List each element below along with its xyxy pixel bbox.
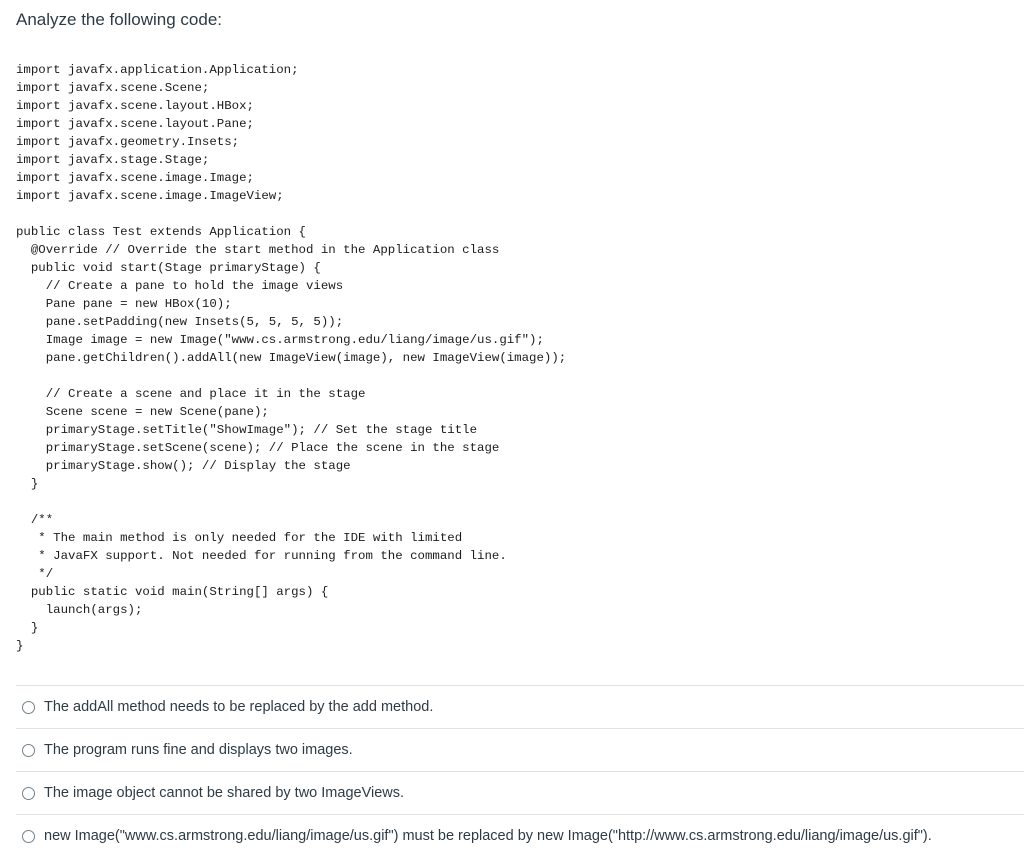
code-line: // Create a pane to hold the image views xyxy=(16,279,344,293)
code-line: pane.getChildren().addAll(new ImageView(image), new ImageView(image)); xyxy=(16,351,567,365)
code-line: import javafx.scene.layout.Pane; xyxy=(16,117,254,131)
answer-option-2[interactable] xyxy=(16,728,1024,771)
code-line: launch(args); xyxy=(16,603,143,617)
code-line: primaryStage.setTitle("ShowImage"); // Set the stage title xyxy=(16,423,478,437)
answer-option-1[interactable] xyxy=(16,685,1024,728)
answer-label: The addAll method needs to be replaced by the add method. xyxy=(44,699,434,715)
answer-list xyxy=(16,685,1024,857)
code-line: import javafx.scene.image.Image; xyxy=(16,171,254,185)
code-line: import javafx.scene.layout.HBox; xyxy=(16,99,254,113)
answer-label: new Image("www.cs.armstrong.edu/liang/image/us.gif") must be replaced by new Image("http://www.cs.armstrong.edu/liang/image/us.gif"). xyxy=(44,828,932,844)
code-line: } xyxy=(16,639,24,653)
code-line xyxy=(16,493,566,511)
code-line: Image image = new Image("www.cs.armstrong.edu/liang/image/us.gif"); xyxy=(16,333,544,347)
code-line: * JavaFX support. Not needed for running from the command line. xyxy=(16,549,507,563)
code-line xyxy=(16,205,566,223)
code-line: * The main method is only needed for the IDE with limited xyxy=(16,531,463,545)
code-line: public class Test extends Application { xyxy=(16,225,306,239)
answer-label: The program runs fine and displays two images. xyxy=(44,742,353,758)
code-line: primaryStage.show(); // Display the stage xyxy=(16,459,351,473)
code-line: /** xyxy=(16,513,54,527)
answer-option-4[interactable] xyxy=(16,814,1024,857)
question-prompt: Analyze the following code: xyxy=(16,10,223,29)
code-line: */ xyxy=(16,567,54,581)
code-line: import javafx.geometry.Insets; xyxy=(16,135,240,149)
code-line: import javafx.scene.Scene; xyxy=(16,81,210,95)
radio-button-icon[interactable] xyxy=(22,830,35,843)
code-line: pane.setPadding(new Insets(5, 5, 5, 5)); xyxy=(16,315,344,329)
code-line: } xyxy=(16,621,39,635)
radio-button-icon[interactable] xyxy=(22,701,35,714)
code-line: Pane pane = new HBox(10); xyxy=(16,297,232,311)
code-line: public void start(Stage primaryStage) { xyxy=(16,261,321,275)
code-block xyxy=(16,61,566,655)
code-line: public static void main(String[] args) { xyxy=(16,585,329,599)
code-line: } xyxy=(16,477,39,491)
code-line: import javafx.application.Application; xyxy=(16,63,299,77)
code-line: import javafx.stage.Stage; xyxy=(16,153,210,167)
answer-option-3[interactable] xyxy=(16,771,1024,814)
code-line: @Override // Override the start method in the Application class xyxy=(16,243,500,257)
radio-button-icon[interactable] xyxy=(22,787,35,800)
code-line: primaryStage.setScene(scene); // Place the scene in the stage xyxy=(16,441,500,455)
code-line: // Create a scene and place it in the stage xyxy=(16,387,366,401)
radio-button-icon[interactable] xyxy=(22,744,35,757)
code-line: Scene scene = new Scene(pane); xyxy=(16,405,269,419)
code-line xyxy=(16,367,566,385)
code-line: import javafx.scene.image.ImageView; xyxy=(16,189,284,203)
answer-label: The image object cannot be shared by two ImageViews. xyxy=(44,785,405,801)
